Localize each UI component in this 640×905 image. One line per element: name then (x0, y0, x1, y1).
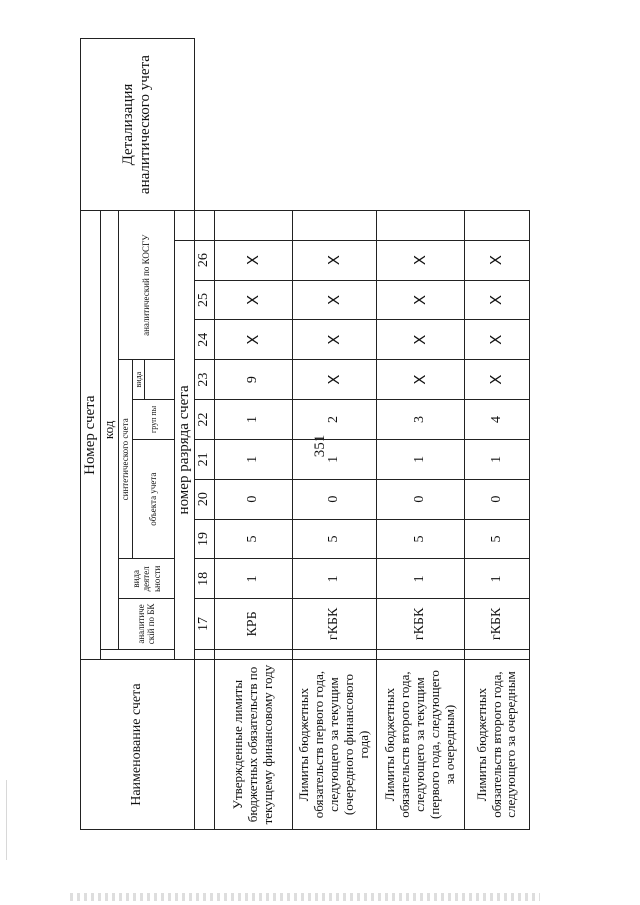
digit-26: 26 (194, 240, 214, 280)
table-row (464, 39, 529, 830)
spacer-cell (101, 649, 174, 659)
row-detail (464, 211, 529, 241)
page-number: 351 (312, 434, 328, 458)
account-table (80, 38, 530, 830)
row-digit-22: 2 (292, 400, 376, 440)
row-digit-21: 1 (464, 439, 529, 479)
digit-22: 22 (194, 400, 214, 440)
row-account-name: Лимиты бюджетных обязательств второго года, следующего за текущим (первого года, следующего за очередным) (376, 660, 464, 830)
row-bk-code: гКБК (292, 599, 376, 649)
type-header-extension (144, 360, 174, 400)
digit-17: 17 (194, 599, 214, 649)
digit-23: 23 (194, 360, 214, 400)
row-bk-code: гКБК (376, 599, 464, 649)
spacer-cell (376, 649, 464, 659)
digit-21: 21 (194, 439, 214, 479)
row-digit-18: 1 (464, 559, 529, 599)
table-row (292, 39, 376, 830)
row-digit-25: X (464, 280, 529, 320)
row-digit-18: 1 (376, 559, 464, 599)
row-detail (292, 211, 376, 241)
row-digit-25: X (214, 280, 292, 320)
row-digit-23: X (376, 360, 464, 400)
spacer-cell (464, 649, 529, 659)
row-digit-22: 3 (376, 400, 464, 440)
row-digit-19: 5 (464, 519, 529, 559)
row-digit-23: 9 (214, 360, 292, 400)
accounting-object-header: объекта учета (132, 439, 174, 559)
row-digit-20: 0 (292, 479, 376, 519)
row-digit-24: X (376, 320, 464, 360)
scan-bottom-noise (70, 893, 540, 901)
row-detail (376, 211, 464, 241)
digit-20: 20 (194, 479, 214, 519)
row-digit-20: 0 (376, 479, 464, 519)
scan-edge-mark (6, 780, 7, 860)
row-bk-code: КРБ (214, 599, 292, 649)
row-digit-23: X (464, 360, 529, 400)
row-digit-20: 0 (464, 479, 529, 519)
row-digit-21: 1 (292, 439, 376, 479)
name-digit-spacer (194, 660, 214, 830)
account-number-header: Номер счета (81, 211, 101, 660)
spacer-cell (292, 649, 376, 659)
detail-digit-spacer (194, 211, 214, 241)
row-digit-24: X (464, 320, 529, 360)
rotated-table-frame (80, 38, 517, 830)
spacer-cell (194, 649, 214, 659)
row-digit-26: X (214, 240, 292, 280)
digit-number-header: номер разряда счета (174, 240, 194, 659)
digit-25: 25 (194, 280, 214, 320)
row-account-name: Утвержденные лимиты бюджетных обязательств по текущему финансовому году (214, 660, 292, 830)
row-digit-19: 5 (376, 519, 464, 559)
digit-18: 18 (194, 559, 214, 599)
row-digit-18: 1 (214, 559, 292, 599)
row-digit-24: X (292, 320, 376, 360)
row-digit-23: X (292, 360, 376, 400)
row-account-name: Лимиты бюджетных обязательств первого года, следующего за текущим (очередного финансового года) (292, 660, 376, 830)
row-digit-19: 5 (292, 519, 376, 559)
row-digit-24: X (214, 320, 292, 360)
table-row (376, 39, 464, 830)
row-digit-26: X (464, 240, 529, 280)
row-digit-26: X (292, 240, 376, 280)
digit-19: 19 (194, 519, 214, 559)
row-detail (214, 211, 292, 241)
group-header: груп пы (132, 400, 174, 440)
row-digit-25: X (292, 280, 376, 320)
row-digit-25: X (376, 280, 464, 320)
row-digit-21: 1 (376, 439, 464, 479)
row-digit-21: 1 (214, 439, 292, 479)
analytic-detail-header: Детализация аналитического учета (81, 39, 195, 211)
activity-type-header: вида деятел ьности (119, 559, 175, 599)
code-header: код (101, 211, 119, 649)
row-digit-22: 1 (214, 400, 292, 440)
row-digit-22: 4 (464, 400, 529, 440)
row-digit-19: 5 (214, 519, 292, 559)
digit-24: 24 (194, 320, 214, 360)
analytic-kosgu-header: аналитический по КОСГУ (119, 211, 175, 360)
synthetic-account-header: синтетического счета (119, 360, 132, 559)
table-row (214, 39, 292, 830)
type-header: вида (132, 360, 144, 400)
row-digit-18: 1 (292, 559, 376, 599)
row-digit-26: X (376, 240, 464, 280)
ledger-table-container (80, 38, 517, 830)
row-bk-code: гКБК (464, 599, 529, 649)
account-name-header: Наименование счета (81, 660, 195, 830)
row-account-name: Лимиты бюджетных обязательств второго года, следующего за очередным (464, 660, 529, 830)
row-digit-20: 0 (214, 479, 292, 519)
analytic-bk-header: аналитиче скій по БК (119, 599, 175, 649)
spacer-cell (214, 649, 292, 659)
